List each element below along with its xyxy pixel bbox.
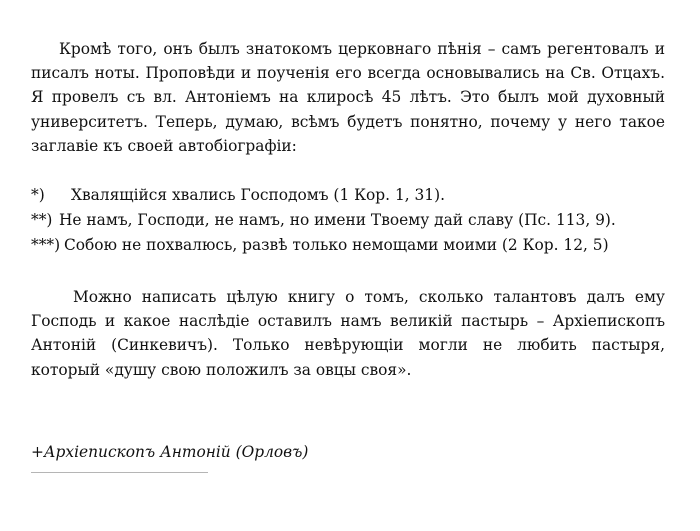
footnote-text: Хвалящійся хвались Господомъ (1 Кор. 1, 31).: [71, 186, 445, 205]
footnote-2: [31, 208, 665, 233]
footnote-3: [31, 233, 665, 258]
document-body: [31, 37, 665, 473]
footnote-mark: ***): [31, 236, 61, 255]
paragraph-1: Кромѣ того, онъ былъ знатокомъ церковнаго пѣнія – самъ регентовалъ и писалъ ноты. Проповѣди и поученія его всегда основывались на Св. Отцахъ. Я провелъ съ вл. Антоніемъ на клиросѣ 45 лѣтъ. Это былъ мой духовный университетъ. Теперь, думаю, всѣмъ будетъ понятно, почему у него такое заглавіе къ своей автобіографіи:: [31, 40, 665, 155]
footnote-list: [31, 183, 665, 258]
footnote-mark: *): [31, 186, 45, 205]
paragraph-2: Можно написать цѣлую книгу о томъ, сколько талантовъ далъ ему Господь и какое наслѣдіе оставилъ намъ великій пастырь – Архіепископъ Антоній (Синкевичъ). Только невѣрующіи могли не любить пастыря, который «душу свою положилъ за овцы своя».: [31, 288, 665, 379]
signature-divider: [31, 472, 208, 473]
signature: +Архіепископъ Антоній (Орловъ): [31, 442, 309, 461]
footnote-1: [31, 183, 665, 208]
footnote-text: Собою не похвалюсь, развѣ только немощами моими (2 Кор. 12, 5): [64, 236, 609, 255]
footnote-mark: **): [31, 211, 53, 230]
footnote-text: Не намъ, Господи, не намъ, но имени Твоему дай славу (Пс. 113, 9).: [59, 211, 616, 230]
